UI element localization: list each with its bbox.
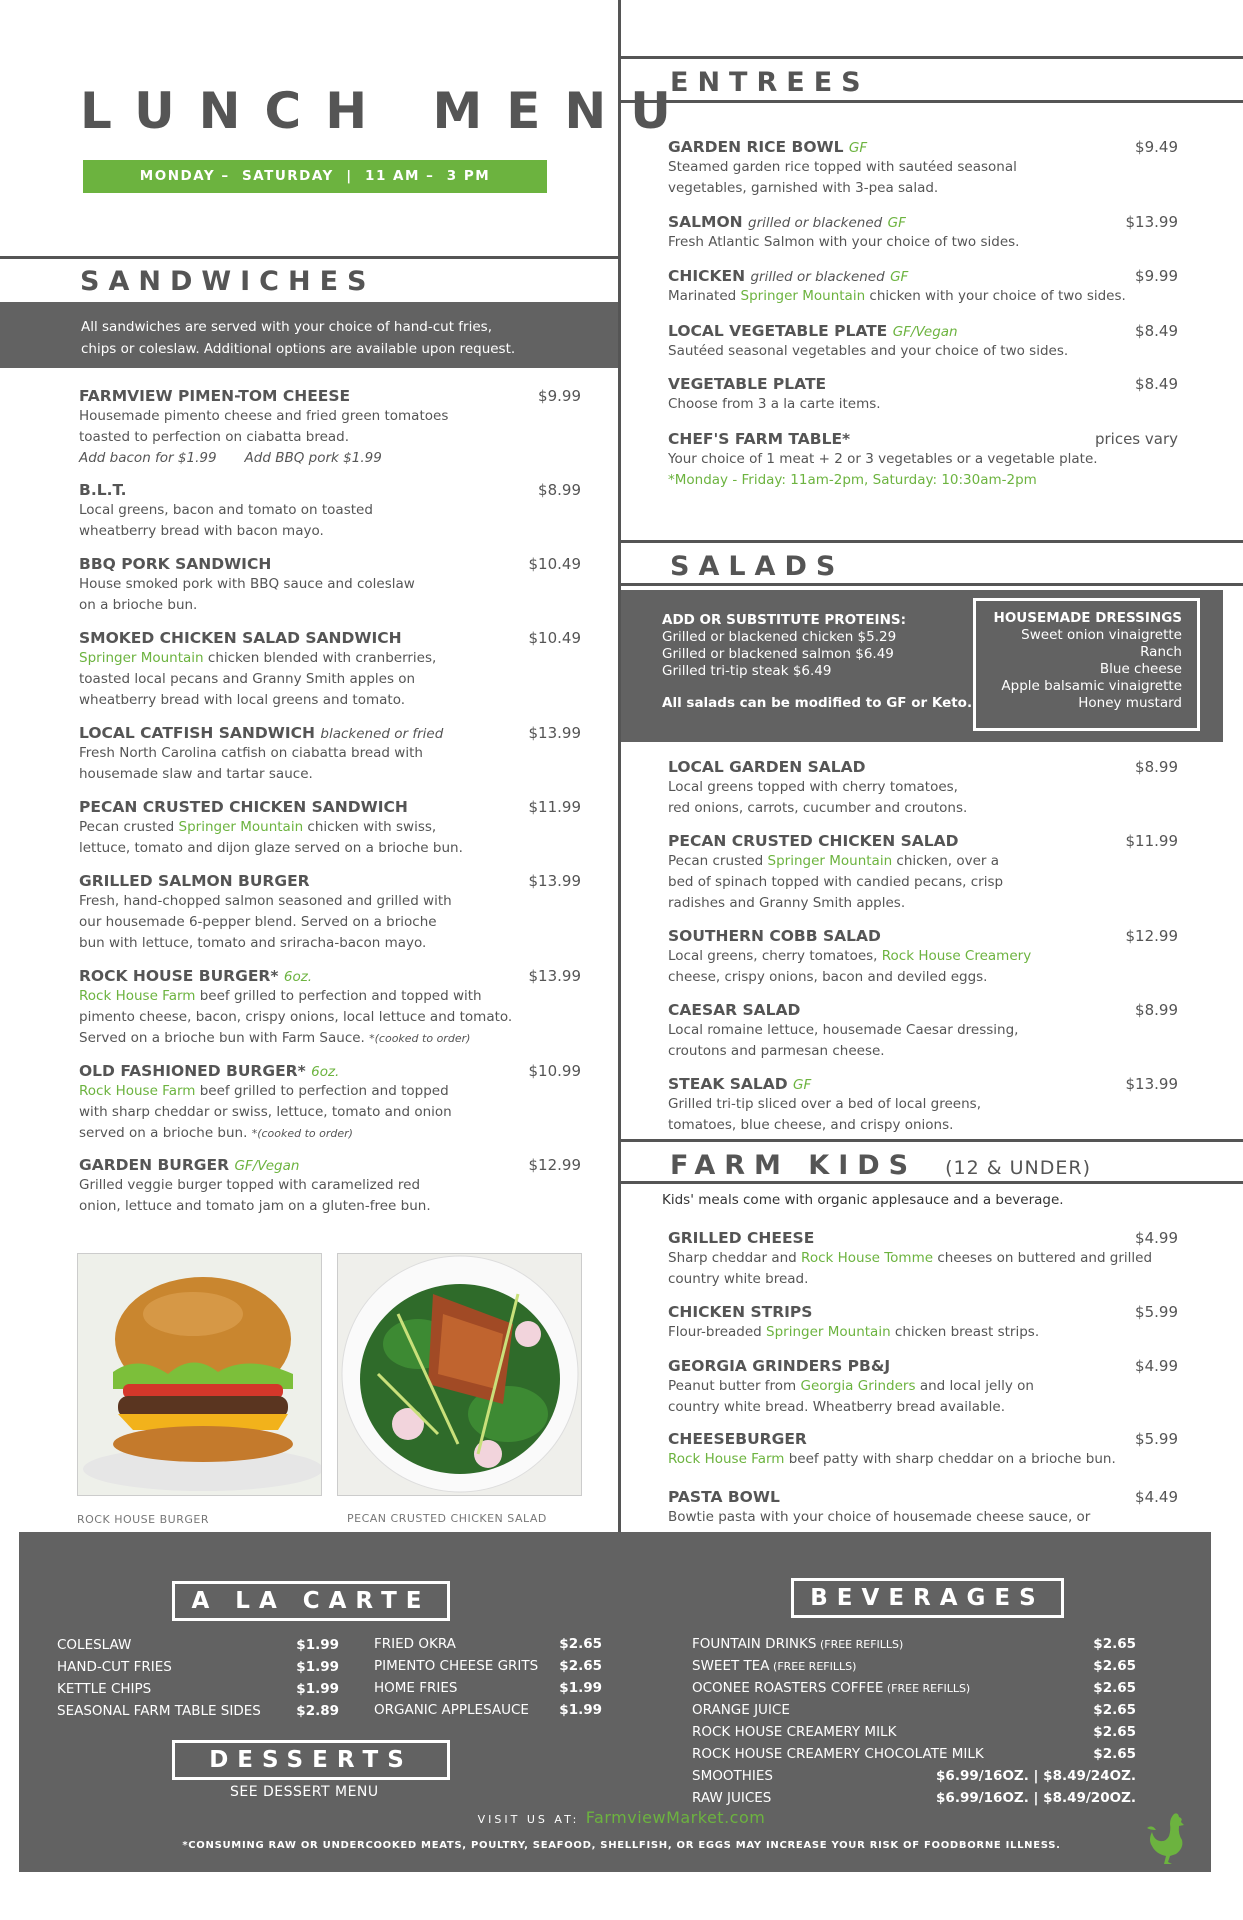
item-desc: [79, 648, 581, 711]
dressing-option: Sweet onion vinaigrette: [1021, 627, 1182, 643]
desc-line: country white bread. Wheatberry bread available.: [668, 1399, 1005, 1415]
beverages-heading: BEVERAGES: [791, 1578, 1064, 1618]
protein-option: Grilled or blackened salmon $6.49: [662, 646, 894, 662]
carte-item-home-fries: [374, 1680, 602, 1696]
menu-item-pimen-tom: [79, 387, 581, 469]
carte-price: $2.65: [559, 1658, 602, 1674]
item-name: CHEF'S FARM TABLE*: [668, 430, 851, 448]
dressing-option: Blue cheese: [1099, 661, 1182, 677]
carte-price: $1.99: [296, 1681, 339, 1697]
desc-text: chicken with swiss,: [303, 819, 437, 835]
item-price: $13.99: [528, 872, 581, 890]
refill-note: (FREE REFILLS): [816, 1638, 904, 1651]
item-name: PECAN CRUSTED CHICKEN SALAD: [668, 832, 959, 850]
beverage-price: $2.65: [1093, 1636, 1136, 1652]
item-desc: [79, 500, 581, 542]
item-name: CHICKEN STRIPS: [668, 1303, 813, 1321]
brand-name: Rock House Farm: [79, 1083, 196, 1099]
beverage-smoothies: [692, 1768, 1136, 1784]
desc-line: our housemade 6-pepper blend. Served on a brioche: [79, 914, 437, 930]
kids-title: FARM KIDS: [670, 1150, 918, 1181]
item-name-text: GARDEN BURGER: [79, 1156, 230, 1174]
beverage-chocolate-milk: [692, 1746, 1136, 1762]
item-desc: Fresh Atlantic Salmon with your choice of two sides.: [668, 234, 1020, 250]
desc-line: toasted to perfection on ciabatta bread.: [79, 429, 350, 445]
item-price: $11.99: [1125, 832, 1178, 850]
carte-price: $2.65: [559, 1636, 602, 1652]
item-name-text: GARDEN RICE BOWL: [668, 138, 844, 156]
proteins-box: [662, 612, 972, 712]
item-tag: GF: [793, 1077, 812, 1093]
item-price: $10.49: [528, 629, 581, 647]
item-desc: [668, 1020, 1178, 1062]
menu-item-steak-salad: [668, 1075, 1178, 1136]
foodborne-disclaimer: *CONSUMING RAW OR UNDERCOOKED MEATS, POULTRY, SEAFOOD, SHELLFISH, OR EGGS MAY INCREASE YOUR RISK OF FOODBORNE ILLNESS.: [182, 1840, 1061, 1851]
desc-line: housemade slaw and tartar sauce.: [79, 766, 313, 782]
rule-salads-top: [618, 540, 1243, 543]
item-tag: GF: [848, 140, 868, 156]
item-price: prices vary: [1094, 430, 1178, 448]
dressings-title: HOUSEMADE DRESSINGS: [993, 610, 1182, 626]
carte-price: $1.99: [296, 1637, 339, 1653]
menu-item-smoked-chicken-salad: [79, 629, 581, 711]
desc-text: served on a brioche bun.: [79, 1125, 252, 1141]
carte-item-seasonal-sides: [57, 1703, 339, 1719]
desc-text: Marinated: [668, 288, 741, 304]
item-price: $10.49: [528, 555, 581, 573]
dressing-option: Apple balsamic vinaigrette: [1001, 678, 1182, 694]
addon-bacon: Add bacon for $1.99: [79, 450, 217, 466]
item-price: $5.99: [1135, 1303, 1178, 1321]
menu-item-blt: [79, 481, 581, 542]
brand-name: Springer Mountain: [766, 1324, 891, 1340]
entrees-heading: ENTREES: [670, 67, 870, 98]
beverage-name: SWEET TEA: [692, 1658, 770, 1674]
desc-line: Grilled tri-tip sliced over a bed of local greens,: [668, 1096, 981, 1112]
kids-heading: [670, 1150, 1091, 1181]
item-name-text: ROCK HOUSE BURGER*: [79, 967, 279, 985]
item-price: $10.99: [528, 1062, 581, 1080]
desc-line: red onions, carrots, cucumber and croutons.: [668, 800, 968, 816]
burger-illustration: [78, 1254, 322, 1496]
rooster-logo-icon: [1144, 1810, 1190, 1868]
menu-item-caesar-salad: [668, 1001, 1178, 1062]
item-desc: [668, 777, 1178, 819]
carte-item-okra: [374, 1636, 602, 1652]
item-desc: [79, 406, 581, 469]
carte-item-coleslaw: [57, 1637, 339, 1653]
beverage-price: $6.99/16OZ. | $8.49/24OZ.: [936, 1768, 1136, 1784]
item-name-text: CHICKEN: [668, 267, 746, 285]
desc-text: chicken breast strips.: [890, 1324, 1040, 1340]
menu-item-chefs-farm-table: [668, 430, 1178, 491]
item-desc: [668, 946, 1178, 988]
brand-name: Rock House Farm: [668, 1451, 785, 1467]
item-desc: [668, 1248, 1178, 1290]
brand-name: Rock House Tomme: [801, 1250, 934, 1266]
carte-price: $1.99: [559, 1680, 602, 1696]
item-desc: [668, 1449, 1178, 1470]
beverage-price: $2.65: [1093, 1680, 1136, 1696]
desc-line: bed of spinach topped with candied pecans, crisp: [668, 874, 1004, 890]
brand-name: Springer Mountain: [740, 288, 866, 304]
carte-name: ORGANIC APPLESAUCE: [374, 1702, 529, 1718]
carte-name: HAND-CUT FRIES: [57, 1659, 172, 1675]
desc-line: vegetables, garnished with 3-pea salad.: [668, 180, 939, 196]
item-name: [668, 138, 1178, 156]
beverage-milk: [692, 1724, 1136, 1740]
item-price: $13.99: [1125, 1075, 1178, 1093]
kids-note: Kids' meals come with organic applesauce and a beverage.: [662, 1192, 1064, 1208]
desc-line: radishes and Granny Smith apples.: [668, 895, 906, 911]
desc-text: beef patty with sharp cheddar on a brioche bun.: [784, 1451, 1116, 1467]
menu-item-pbj: [668, 1357, 1178, 1418]
item-price: $13.99: [528, 967, 581, 985]
item-price: $8.99: [1135, 758, 1178, 776]
item-name: BBQ PORK SANDWICH: [79, 555, 272, 573]
beverage-price: $2.65: [1093, 1724, 1136, 1740]
visit-label: VISIT US AT:: [477, 1813, 580, 1826]
item-name: GRILLED SALMON BURGER: [79, 872, 310, 890]
item-tag: GF: [890, 269, 909, 285]
desc-line: Grilled veggie burger topped with caramelized red: [79, 1177, 421, 1193]
menu-item-chicken: [668, 267, 1178, 307]
menu-item-cheeseburger: [668, 1430, 1178, 1470]
brand-name: Springer Mountain: [79, 650, 204, 666]
item-desc: [79, 1175, 581, 1217]
desc-line: Local greens, bacon and tomato on toasted: [79, 502, 373, 518]
addon-bbq: Add BBQ pork $1.99: [244, 450, 382, 466]
menu-item-catfish: [79, 724, 581, 785]
beverage-name: SMOOTHIES: [692, 1768, 773, 1784]
sandwiches-heading: SANDWICHES: [80, 266, 376, 297]
item-tag: GF: [887, 215, 906, 231]
dressings-box: [973, 598, 1200, 731]
desc-line: Bowtie pasta with your choice of housemade cheese sauce, or: [668, 1509, 1091, 1525]
salads-heading: SALADS: [670, 551, 845, 582]
menu-item-salmon: [668, 213, 1178, 253]
kids-subtitle: (12 & UNDER): [945, 1157, 1091, 1179]
menu-item-pecan-chicken-salad: [668, 832, 1178, 914]
menu-item-southern-cobb: [668, 927, 1178, 988]
menu-item-local-garden-salad: [668, 758, 1178, 819]
menu-item-local-vegetable-plate: [668, 322, 1178, 362]
visit-line: [0, 1808, 1243, 1827]
menu-item-garden-burger: [79, 1156, 581, 1217]
desserts-heading: DESSERTS: [172, 1740, 450, 1780]
desc-line: Local greens topped with cherry tomatoes,: [668, 779, 958, 795]
page-title: LUNCH MENU: [80, 82, 695, 140]
desc-text: beef grilled to perfection and topped: [195, 1083, 449, 1099]
item-desc: [79, 574, 581, 616]
carte-name: FRIED OKRA: [374, 1636, 456, 1652]
carte-name: KETTLE CHIPS: [57, 1681, 152, 1697]
carte-price: $1.99: [559, 1702, 602, 1718]
availability-note: *Monday - Friday: 11am-2pm, Saturday: 10:30am-2pm: [668, 472, 1037, 488]
desc-line: Steamed garden rice topped with sautéed seasonal: [668, 159, 1017, 175]
rule-top-right: [618, 56, 1243, 59]
desc-text: Flour-breaded: [668, 1324, 767, 1340]
cooked-note: *(cooked to order): [369, 1032, 471, 1045]
item-desc: [79, 891, 581, 954]
desc-text: Local greens, cherry tomatoes,: [668, 948, 882, 964]
item-tag: 6oz.: [283, 969, 313, 985]
menu-item-grilled-cheese: [668, 1229, 1178, 1290]
sandwiches-note: [0, 302, 618, 360]
item-tag: GF/Vegan: [892, 324, 958, 340]
item-price: $11.99: [528, 798, 581, 816]
rule-entrees-under: [618, 100, 1243, 103]
beverage-name: RAW JUICES: [692, 1790, 772, 1806]
menu-item-garden-rice-bowl: [668, 138, 1178, 199]
item-name: VEGETABLE PLATE: [668, 375, 827, 393]
beverage-name: OCONEE ROASTERS COFFEE: [692, 1680, 884, 1696]
item-price: $4.99: [1135, 1357, 1178, 1375]
rule-sandwiches-top: [0, 256, 618, 259]
beverage-price: $2.65: [1093, 1658, 1136, 1674]
item-price: $8.49: [1135, 375, 1178, 393]
item-price: $4.49: [1135, 1488, 1178, 1506]
item-name: PECAN CRUSTED CHICKEN SANDWICH: [79, 798, 408, 816]
salad-photo: [337, 1253, 582, 1496]
carte-name: COLESLAW: [57, 1637, 132, 1653]
beverage-orange-juice: [692, 1702, 1136, 1718]
desc-line: bun with lettuce, tomato and sriracha-bacon mayo.: [79, 935, 427, 951]
item-price: $12.99: [528, 1156, 581, 1174]
desc-text: Peanut butter from: [668, 1378, 801, 1394]
beverage-name: FOUNTAIN DRINKS: [692, 1636, 817, 1652]
beverage-coffee: [692, 1680, 1136, 1696]
item-price: $13.99: [1125, 213, 1178, 231]
protein-option: Grilled tri-tip steak $6.49: [662, 663, 832, 679]
beverage-price: $2.65: [1093, 1702, 1136, 1718]
column-divider: [618, 0, 621, 1532]
item-modifier: blackened or fried: [320, 726, 444, 742]
item-desc: Sautéed seasonal vegetables and your choice of two sides.: [668, 343, 1069, 359]
item-price: $8.99: [1135, 1001, 1178, 1019]
rule-kids-top: [618, 1139, 1243, 1142]
item-desc: [668, 1094, 1178, 1136]
item-name: CHEESEBURGER: [668, 1430, 807, 1448]
item-name: SMOKED CHICKEN SALAD SANDWICH: [79, 629, 402, 647]
rule-salads-under: [618, 583, 1243, 586]
desc-line: onion, lettuce and tomato jam on a gluten-free bun.: [79, 1198, 431, 1214]
item-name: PASTA BOWL: [668, 1488, 780, 1506]
brand-name: Rock House Farm: [79, 988, 196, 1004]
item-name: [668, 267, 1178, 285]
item-name: [79, 724, 581, 742]
beverage-price: $6.99/16OZ. | $8.49/20OZ.: [936, 1790, 1136, 1806]
menu-item-old-fashioned-burger: [79, 1062, 581, 1144]
salad-photo-caption: PECAN CRUSTED CHICKEN SALAD: [347, 1512, 547, 1525]
item-desc: [79, 743, 581, 785]
item-price: $9.99: [1135, 267, 1178, 285]
menu-item-bbq-pork: [79, 555, 581, 616]
beverage-fountain: [692, 1636, 1136, 1652]
proteins-title: ADD OR SUBSTITUTE PROTEINS:: [662, 612, 907, 628]
brand-name: Springer Mountain: [767, 853, 893, 869]
desc-line: House smoked pork with BBQ sauce and coleslaw: [79, 576, 415, 592]
desc-text: Pecan crusted: [668, 853, 768, 869]
rule-kids-under: [618, 1181, 1243, 1184]
beverage-sweet-tea: [692, 1658, 1136, 1674]
desc-line: cheese, crispy onions, bacon and deviled eggs.: [668, 969, 988, 985]
carte-name: PIMENTO CHEESE GRITS: [374, 1658, 539, 1674]
item-price: $9.49: [1135, 138, 1178, 156]
item-price: $13.99: [528, 724, 581, 742]
salad-illustration: [338, 1254, 582, 1496]
item-name: CAESAR SALAD: [668, 1001, 801, 1019]
desc-line: Housemade pimento cheese and fried green tomatoes: [79, 408, 449, 424]
carte-item-applesauce: [374, 1702, 602, 1718]
menu-item-rock-house-burger: [79, 967, 581, 1049]
item-name: [668, 213, 1178, 231]
refill-note: (FREE REFILLS): [769, 1660, 857, 1673]
item-name: [668, 1075, 1178, 1093]
a-la-carte-heading: A LA CARTE: [172, 1581, 450, 1621]
carte-item-grits: [374, 1658, 602, 1674]
desc-text: Served on a brioche bun with Farm Sauce.: [79, 1030, 370, 1046]
beverage-name: ROCK HOUSE CREAMERY MILK: [692, 1724, 897, 1740]
website-link[interactable]: FarmviewMarket.com: [585, 1808, 766, 1827]
item-desc: [79, 1081, 581, 1144]
carte-item-chips: [57, 1681, 339, 1697]
desc-text: Pecan crusted: [79, 819, 179, 835]
dressing-option: Honey mustard: [1078, 695, 1182, 711]
carte-name: SEASONAL FARM TABLE SIDES: [57, 1703, 261, 1719]
item-price: $8.49: [1135, 322, 1178, 340]
item-name: SOUTHERN COBB SALAD: [668, 927, 881, 945]
desc-text: cheeses on buttered and grilled: [933, 1250, 1153, 1266]
burger-photo-caption: ROCK HOUSE BURGER: [77, 1513, 209, 1526]
item-price: $12.99: [1125, 927, 1178, 945]
desc-text: beef grilled to perfection and topped with: [195, 988, 482, 1004]
item-name-text: SALMON: [668, 213, 743, 231]
desc-line: lettuce, tomato and dijon glaze served on a brioche bun.: [79, 840, 463, 856]
dessert-menu-note: SEE DESSERT MENU: [230, 1784, 379, 1800]
protein-option: Grilled or blackened chicken $5.29: [662, 629, 897, 645]
carte-price: $1.99: [296, 1659, 339, 1675]
item-tag: GF/Vegan: [234, 1158, 300, 1174]
item-desc: [668, 1322, 1178, 1343]
desc-line: Your choice of 1 meat + 2 or 3 vegetables or a vegetable plate.: [668, 451, 1098, 467]
item-desc: [668, 1376, 1178, 1418]
desc-text: chicken with your choice of two sides.: [865, 288, 1126, 304]
item-price: $5.99: [1135, 1430, 1178, 1448]
hours-banner: MONDAY – SATURDAY | 11 AM – 3 PM: [83, 160, 547, 193]
desc-text: Sharp cheddar and: [668, 1250, 802, 1266]
item-name: LOCAL GARDEN SALAD: [668, 758, 866, 776]
item-price: $4.99: [1135, 1229, 1178, 1247]
item-name: GRILLED CHEESE: [668, 1229, 815, 1247]
item-tag: 6oz.: [311, 1064, 340, 1080]
item-desc: Choose from 3 a la carte items.: [668, 396, 881, 412]
beverage-name: ROCK HOUSE CREAMERY CHOCOLATE MILK: [692, 1746, 984, 1762]
item-name: [79, 967, 581, 985]
desc-line: on a brioche bun.: [79, 597, 198, 613]
item-desc: [668, 286, 1178, 307]
item-price: $8.99: [538, 481, 581, 499]
desc-text: chicken blended with cranberries,: [203, 650, 437, 666]
item-name-text: OLD FASHIONED BURGER*: [79, 1062, 306, 1080]
desc-text: and local jelly on: [915, 1378, 1034, 1394]
item-desc: [79, 817, 581, 859]
carte-name: HOME FRIES: [374, 1680, 458, 1696]
note-line: All sandwiches are served with your choice of hand-cut fries,: [81, 319, 492, 335]
desc-line: with sharp cheddar or swiss, lettuce, tomato and onion: [79, 1104, 452, 1120]
salads-modify-note: All salads can be modified to GF or Keto.: [662, 695, 973, 711]
desc-line: wheatberry bread with bacon mayo.: [79, 523, 324, 539]
beverage-price: $2.65: [1093, 1746, 1136, 1762]
desc-line: wheatberry bread with local greens and tomato.: [79, 692, 406, 708]
brand-name: Georgia Grinders: [800, 1378, 916, 1394]
brand-name: Rock House Creamery: [881, 948, 1032, 964]
refill-note: (FREE REFILLS): [883, 1682, 971, 1695]
item-desc: [668, 449, 1178, 491]
desc-line: Fresh North Carolina catfish on ciabatta bread with: [79, 745, 423, 761]
desc-line: tomatoes, blue cheese, and crispy onions.: [668, 1117, 954, 1133]
beverage-name: ORANGE JUICE: [692, 1702, 790, 1718]
note-line: chips or coleslaw. Additional options are available upon request.: [81, 341, 516, 357]
item-name: [79, 1062, 581, 1080]
desc-line: toasted local pecans and Granny Smith apples on: [79, 671, 416, 687]
desc-line: pimento cheese, bacon, crispy onions, local lettuce and tomato.: [79, 1009, 513, 1025]
desc-line: Local romaine lettuce, housemade Caesar dressing,: [668, 1022, 1019, 1038]
menu-item-salmon-burger: [79, 872, 581, 954]
item-desc: [79, 986, 581, 1049]
desc-line: croutons and parmesan cheese.: [668, 1043, 885, 1059]
item-name: FARMVIEW PIMEN-TOM CHEESE: [79, 387, 351, 405]
item-name-text: STEAK SALAD: [668, 1075, 788, 1093]
menu-item-vegetable-plate: [668, 375, 1178, 415]
item-modifier: grilled or blackened: [748, 215, 883, 231]
cooked-note: *(cooked to order): [251, 1127, 353, 1140]
carte-item-fries: [57, 1659, 339, 1675]
burger-photo: [77, 1253, 322, 1496]
item-name: [668, 322, 1178, 340]
brand-name: Springer Mountain: [178, 819, 304, 835]
item-name: GEORGIA GRINDERS PB&J: [668, 1357, 891, 1375]
sandwiches-note-band: [0, 302, 618, 368]
item-price: $9.99: [538, 387, 581, 405]
desc-line: country white bread.: [668, 1271, 809, 1287]
desc-text: chicken, over a: [892, 853, 1000, 869]
desc-line: Fresh, hand-chopped salmon seasoned and grilled with: [79, 893, 452, 909]
item-name-text: LOCAL CATFISH SANDWICH: [79, 724, 315, 742]
menu-item-pecan-chicken-sandwich: [79, 798, 581, 859]
item-desc: [668, 157, 1178, 199]
carte-price: $2.89: [296, 1703, 339, 1719]
beverage-raw-juices: [692, 1790, 1136, 1806]
item-modifier: grilled or blackened: [750, 269, 885, 285]
menu-item-chicken-strips: [668, 1303, 1178, 1343]
item-name: B.L.T.: [79, 481, 127, 499]
dressing-option: Ranch: [1140, 644, 1182, 660]
item-name-text: LOCAL VEGETABLE PLATE: [668, 322, 888, 340]
item-name: [79, 1156, 581, 1174]
item-desc: [668, 851, 1178, 914]
